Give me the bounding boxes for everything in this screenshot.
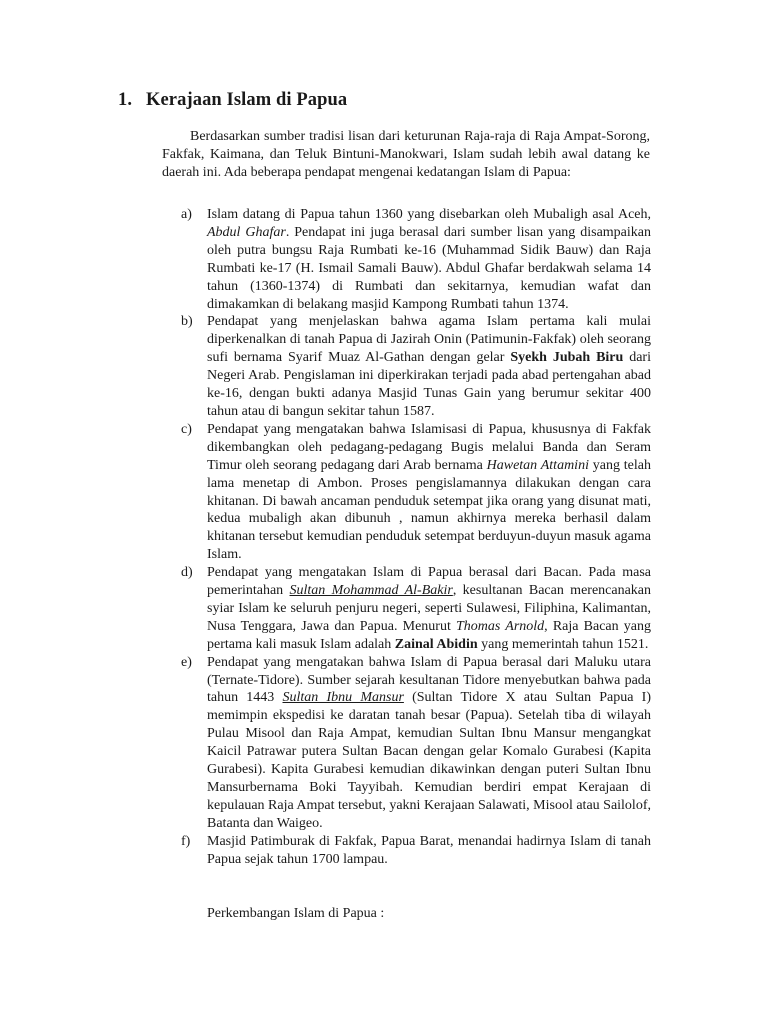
list-label: c) xyxy=(181,421,192,437)
underlined-name: Sultan Mohammad Al-Bakir xyxy=(289,583,453,599)
opinion-list xyxy=(181,206,651,869)
list-item: b) Pendapat yang menjelaskan bahwa agama Islam pertama kali mulai diperkenalkan di tanah Papua di Jazirah Onin (Patimunin-Fakfak) oleh seorang sufi bernama Syarif Muaz Al-Gathan dengan gelar Syekh Jubah Biru dari Negeri Arab. Pengislaman ini diperkirakan terjadi pada abad pertengahan abad ke-16, dengan bukti adanya Masjid Tunas Gain yang berumur sekitar 400 tahun atau di bangun sekitar tahun 1587. xyxy=(181,314,651,419)
list-label: d) xyxy=(181,565,193,581)
list-label: f) xyxy=(181,833,191,849)
subheading: Perkembangan Islam di Papua : xyxy=(207,906,385,921)
heading-number: 1. xyxy=(118,90,133,110)
bold-name: Zainal Abidin xyxy=(394,636,478,652)
list-item: e) Pendapat yang mengatakan bahwa Islam di Papua berasal dari Maluku utara (Ternate-Tidore). Sumber sejarah kesultanan Tidore menyebutkan bahwa pada tahun 1443 Sultan Ibnu Mansur (Sultan Tidore X atau Sultan Papua I) memimpin ekspedisi ke daratan tanah besar (Papua). Setelah tiba di wilayah Pulau Misool dan Raja Ampat, kemudian Sultan Ibnu Mansur mengangkat Kaicil Patrawar putera Sultan Bacan dengan gelar Komalo Gurabesi (Kapita Gurabesi). Kapita Gurabesi kemudian dikawinkan dengan puteri Sultan Ibnu Mansurbernama Boki Tayyibah. Kemudian berdiri empat Kerajaan di kepulauan Raja Ampat tersebut, yakni Kerajaan Salawati, Misool atau Sailolof, Batanta dan Waigeo. xyxy=(181,654,652,831)
italic-name: Abdul Ghafar xyxy=(207,224,286,240)
italic-name: Thomas Arnold xyxy=(456,618,545,634)
heading-title: Kerajaan Islam di Papua xyxy=(146,90,348,110)
section-heading xyxy=(118,90,347,111)
list-item: d) Pendapat yang mengatakan Islam di Papua berasal dari Bacan. Pada masa pemerintahan Sultan Mohammad Al-Bakir, kesultanan Bacan merencanakan syiar Islam ke seluruh penjuru negeri, seperti Sulawesi, Filiphina, Kalimantan, Nusa Tenggara, Jawa dan Papua. Menurut Thomas Arnold, Raja Bacan yang pertama kali masuk Islam adalah Zainal Abidin yang memerintah tahun 1521. xyxy=(181,565,652,652)
list-label: e) xyxy=(181,654,192,670)
list-label: b) xyxy=(181,314,193,330)
list-item: f) Masjid Patimburak di Fakfak, Papua Barat, menandai hadirnya Islam di tanah Papua sejak tahun 1700 lampau. xyxy=(181,833,651,867)
list-item: c) Pendapat yang mengatakan bahwa Islamisasi di Papua, khususnya di Fakfak dikembangkan oleh pedagang-pedagang Bugis melalui Banda dan Seram Timur oleh seorang pedagang dari Arab bernama Hawetan Attamini yang telah lama menetap di Ambon. Proses pengislamannya dilakukan dengan cara khitanan. Di bawah ancaman penduduk setempat jika orang yang disunat mati, kedua mubaligh akan dibunuh , namun akhirnya mereka berhasil dalam khitanan tersebut kemudian penduduk setempat berduyun-duyun masuk agama Islam. xyxy=(181,421,651,563)
bold-name: Syekh Jubah Biru xyxy=(510,350,624,366)
italic-name: Hawetan Attamini xyxy=(486,457,589,473)
intro-paragraph: Berdasarkan sumber tradisi lisan dari keturunan Raja-raja di Raja Ampat-Sorong, Fakfak, Kaimana, dan Teluk Bintuni-Manokwari, Islam sudah lebih awal datang ke daerah ini. Ada beberapa pendapat mengenai kedatangan Islam di Papua: xyxy=(162,129,650,180)
list-label: a) xyxy=(181,207,192,222)
list-item: a) Islam datang di Papua tahun 1360 yang disebarkan oleh Mubaligh asal Aceh, Abdul Ghafar. Pendapat ini juga berasal dari sumber lisan yang disampaikan oleh putra bungsu Raja Rumbati ke-16 (Muhammad Sidik Bauw) dan Raja Rumbati ke-17 (H. Ismail Samali Bauw). Abdul Ghafar berdakwah selama 14 tahun (1360-1374) di Rumbati dan sekitarnya, kemudian wafat dan dimakamkan di belakang masjid Kampong Rumbati tahun 1374. xyxy=(181,207,651,312)
underlined-name: Sultan Ibnu Mansur xyxy=(282,690,404,706)
